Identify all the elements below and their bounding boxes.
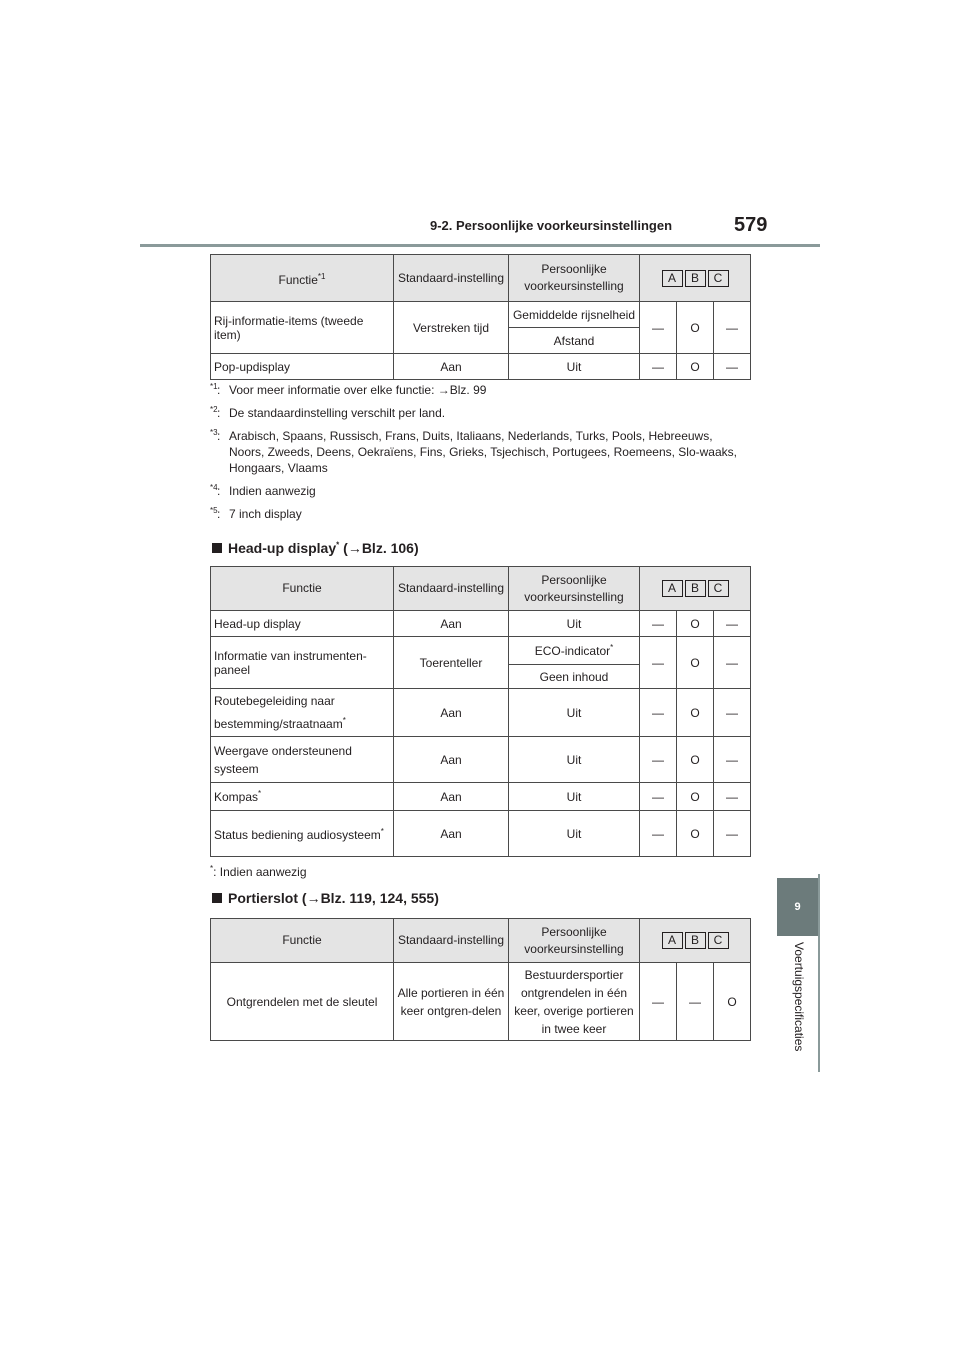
col-header-standaard: Standaard-instelling: [394, 255, 509, 302]
col-header-abc: [640, 567, 751, 611]
footnote: *3 : Arabisch, Spaans, Russisch, Frans, Duits, Italiaans, Nederlands, Turks, Pools, Hebreeuws, Noors, Zweeds, Deens, Oekraïens, Fins, Grieks, Tsjechisch, Portugees, Roemeens, Slo-waaks, Hongaars, Vlaams: [210, 428, 737, 475]
footnotes: [210, 382, 750, 529]
table-row: Head-up display Aan Uit — O —: [211, 611, 751, 637]
footnote-indien-aanwezig: *: Indien aanwezig: [210, 864, 307, 879]
table-row: Informatie van instrumenten-paneel Toerenteller ECO-indicator* — O —: [211, 637, 751, 665]
side-divider: [818, 874, 820, 1072]
chapter-number: 9: [794, 901, 801, 913]
table-portierslot: [210, 918, 751, 1041]
footnote: *2 : De standaardinstelling verschilt per land.: [210, 405, 446, 420]
square-bullet-icon: [212, 893, 222, 903]
abc-box-c: C: [708, 580, 729, 597]
footnote: *4 : Indien aanwezig: [210, 483, 316, 498]
table-row: Status bediening audiosysteem* Aan Uit — O —: [211, 811, 751, 857]
table-row: Pop-updisplay Aan Uit — O —: [211, 354, 751, 380]
table-row: Rij-informatie-items (tweede item) Verstreken tijd Gemiddelde rijsnelheid — O —: [211, 302, 751, 328]
table-row: Ontgrendelen met de sleutel Alle portieren in één keer ontgren-delen Bestuurdersportier ontgrendelen in één keer, overige portieren in twee keer — — O: [211, 963, 751, 1041]
col-header-functie: Functie$^{*1}$: [211, 255, 394, 302]
abc-box-b: B: [685, 270, 706, 287]
table-row: Weergave ondersteunend systeem Aan Uit — O —: [211, 737, 751, 783]
col-header-functie: Functie: [211, 919, 394, 963]
col-header-persoonlijk: Persoonlijke voorkeursinstelling: [509, 919, 640, 963]
abc-box-b: B: [685, 580, 706, 597]
heading-head-up-display: Head-up display* (→Blz. 106): [212, 540, 419, 556]
page-number: 579: [734, 214, 768, 236]
abc-box-a: A: [662, 580, 683, 597]
table-row: Kompas* Aan Uit — O —: [211, 783, 751, 811]
table-head-up-display: Functie Standaard-instelling Persoonlijke voorkeursinstelling A B C Head-up display Aan Uit — O — Informatie van instrumenten-paneel Toerenteller ECO-indicator* — O — Geen inhoud Routebegeleiding naar bestemming/straatnaam* Aan Uit — O — Weergave ondersteunend systeem Aan Uit — O — Kompas* Aan Uit — O — Status bediening audiosysteem* Aan Uit — O —: [210, 566, 751, 857]
col-header-abc: [640, 919, 751, 963]
col-header-standaard: Standaard-instelling: [394, 919, 509, 963]
chapter-label: Voertuigspecificaties: [792, 942, 806, 1052]
col-header-persoonlijk: Persoonlijke voorkeursinstelling: [509, 567, 640, 611]
table-row: Routebegeleiding naar bestemming/straatnaam* Aan Uit — O —: [211, 689, 751, 737]
col-header-functie: Functie: [211, 567, 394, 611]
section-title: 9-2. Persoonlijke voorkeursinstellingen: [430, 218, 673, 233]
abc-box-a: A: [662, 932, 683, 949]
col-header-abc: [640, 255, 751, 302]
abc-box-c: C: [708, 932, 729, 949]
col-header-standaard: Standaard-instelling: [394, 567, 509, 611]
footnote: *5 : 7 inch display: [210, 506, 302, 521]
col-header-persoonlijk: Persoonlijke voorkeursinstelling: [509, 255, 640, 302]
abc-box-a: A: [662, 270, 683, 287]
square-bullet-icon: [212, 543, 222, 553]
footnote: *1 : Voor meer informatie over elke functie: →Blz. 99: [210, 382, 487, 397]
table-rij-informatie: Functie$^{*1}$ Standaard-instelling Persoonlijke voorkeursinstelling A B C Rij-informatie-items (tweede item) Verstreken tijd Gemiddelde rijsnelheid — O — Afstand Pop-updisplay Aan Uit — O —: [210, 254, 751, 380]
abc-box-c: C: [708, 270, 729, 287]
abc-box-b: B: [685, 932, 706, 949]
header-divider: [140, 244, 820, 247]
chapter-tab: [777, 878, 818, 936]
heading-portierslot: Portierslot (→Blz. 119, 124, 555): [212, 890, 439, 906]
